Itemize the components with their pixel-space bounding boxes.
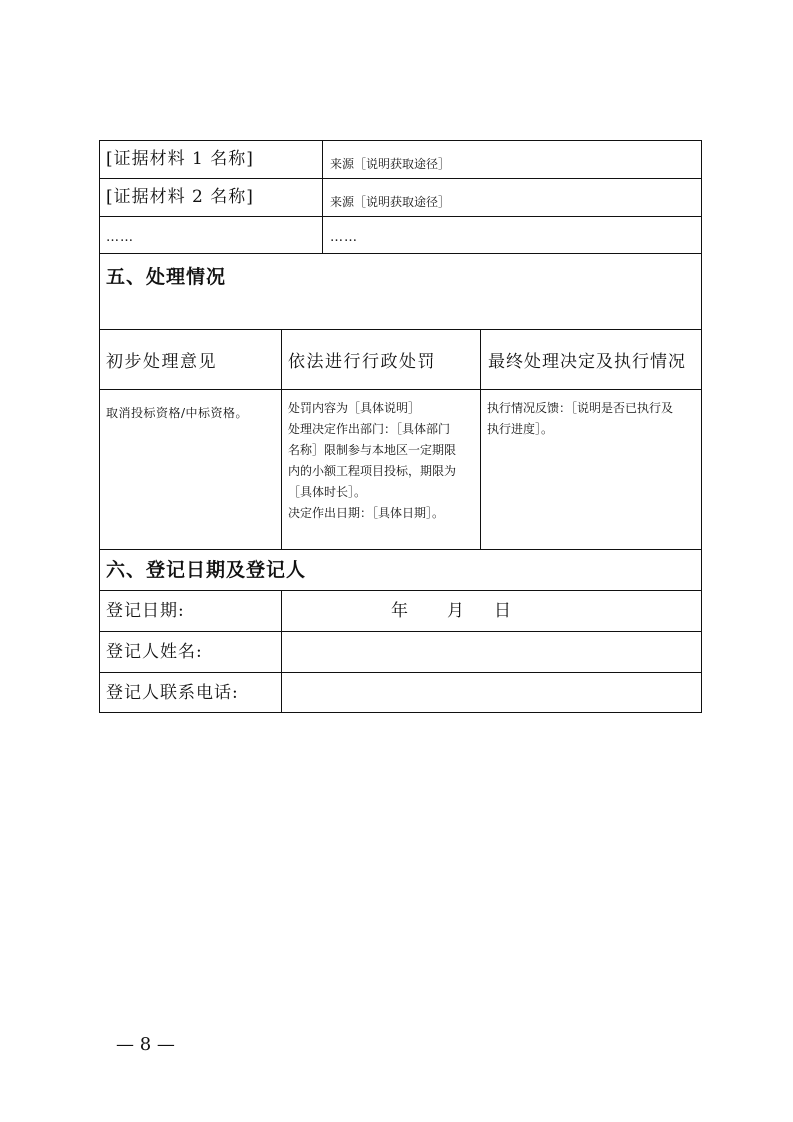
row-divider	[99, 389, 702, 390]
row-divider	[99, 178, 702, 179]
registrant-phone-label: 登记人联系电话:	[106, 683, 239, 703]
evidence-1-source: 来源［说明获取途径］	[330, 157, 451, 171]
row-divider	[99, 672, 702, 673]
date-year-label: 年	[391, 601, 409, 621]
column-preliminary-opinion: 初步处理意见	[106, 352, 217, 372]
penalty-line: 处罚内容为［具体说明］	[288, 401, 421, 415]
date-month-label: 月	[447, 601, 465, 621]
penalty-details	[288, 398, 478, 524]
column-administrative-penalty: 依法进行行政处罚	[288, 352, 436, 372]
column-divider	[322, 140, 323, 253]
penalty-line: 处理决定作出部门：［具体部门	[288, 422, 451, 436]
row-divider	[99, 549, 702, 550]
evidence-2-source: 来源［说明获取途径］	[330, 195, 451, 209]
penalty-line: ［具体时长］。	[288, 485, 367, 499]
row-divider	[99, 590, 702, 591]
preliminary-opinion-text: 取消投标资格/中标资格。	[106, 406, 249, 420]
penalty-line: 决定作出日期：［具体日期］。	[288, 506, 445, 520]
registration-date-label: 登记日期:	[106, 601, 185, 621]
column-divider	[281, 329, 282, 549]
final-decision-details	[487, 398, 699, 440]
page-number: — 8 —	[116, 1034, 175, 1055]
section-5-title: 五、处理情况	[106, 266, 227, 288]
registrant-name-label: 登记人姓名:	[106, 642, 203, 662]
section-6-title: 六、登记日期及登记人	[106, 559, 307, 581]
penalty-line: 名称］限制参与本地区一定期限	[288, 443, 457, 457]
evidence-1-name: [证据材料 1 名称]	[106, 149, 254, 169]
evidence-2-name: [证据材料 2 名称]	[106, 187, 254, 207]
final-line: 执行情况反馈：［说明是否已执行及	[487, 401, 674, 415]
row-divider	[99, 329, 702, 330]
evidence-more-source: ……	[330, 230, 358, 245]
final-line: 执行进度］。	[487, 422, 554, 436]
row-divider	[99, 631, 702, 632]
row-divider	[99, 253, 702, 254]
column-divider	[281, 590, 282, 713]
evidence-more-name: ……	[106, 230, 134, 245]
row-divider	[99, 216, 702, 217]
column-divider	[480, 329, 481, 549]
column-final-decision: 最终处理决定及执行情况	[488, 352, 686, 372]
date-day-label: 日	[494, 601, 512, 621]
penalty-line: 内的小额工程项目投标，期限为	[288, 464, 457, 478]
